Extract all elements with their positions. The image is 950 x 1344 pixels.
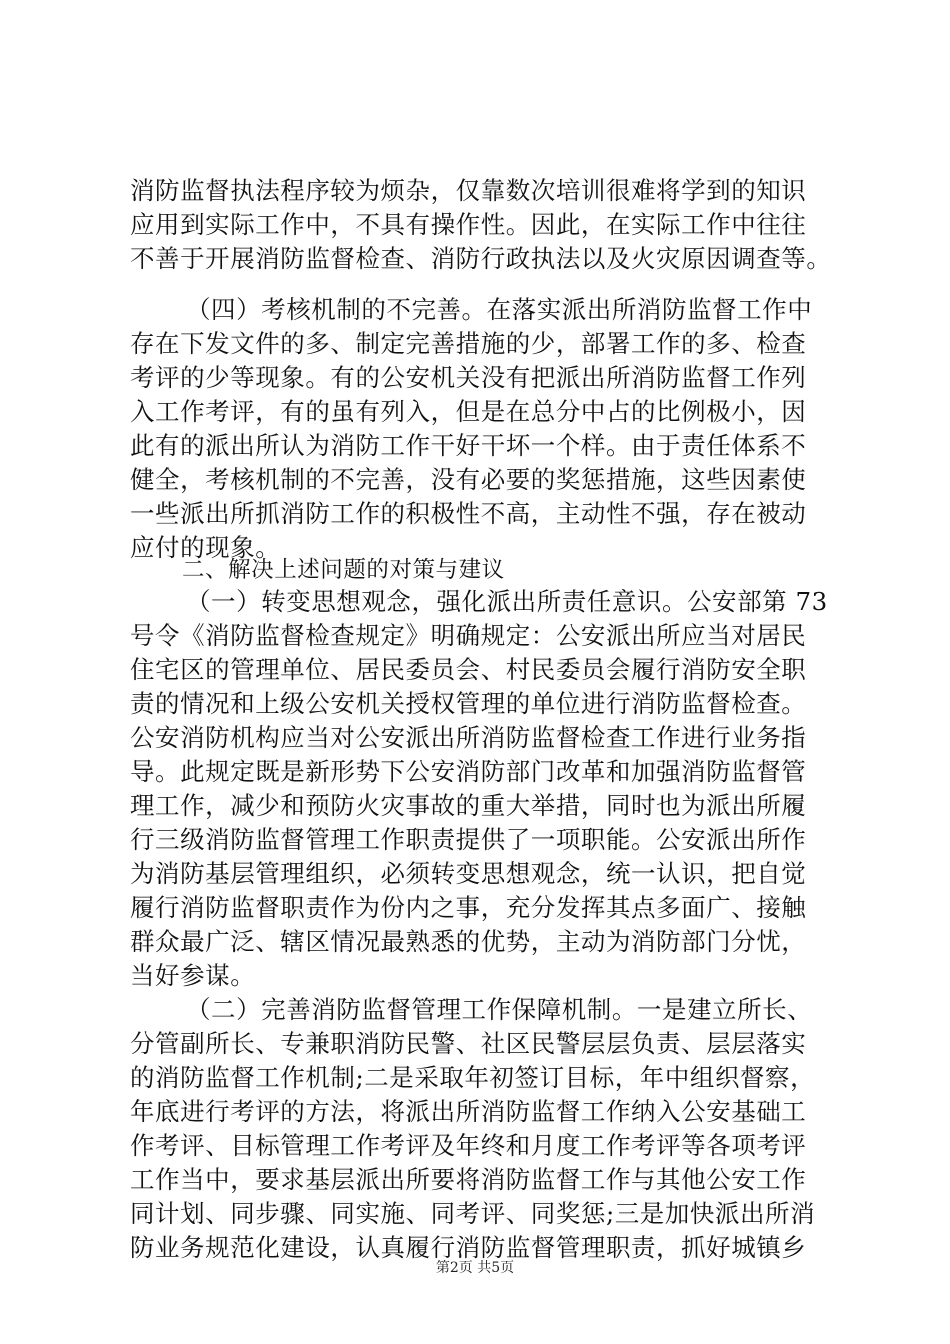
text-line: 入工作考评，有的虽有列入，但是在总分中占的比例极小，因 bbox=[130, 397, 807, 426]
text-line: 此有的派出所认为消防工作干好干坏一个样。由于责任体系不 bbox=[130, 431, 807, 460]
text-line: 不善于开展消防监督检查、消防行政执法以及火灾原因调查等。 bbox=[130, 244, 832, 273]
text-line: 群众最广泛、辖区情况最熟悉的优势，主动为消防部门分忧， bbox=[130, 927, 807, 956]
paragraph-start-line: （二）完善消防监督管理工作保障机制。一是建立所长、 bbox=[186, 995, 813, 1024]
paragraph-start-line: （一）转变思想观念，强化派出所责任意识。公安部第 73 bbox=[186, 587, 828, 616]
text-line: 号令《消防监督检查规定》明确规定：公安派出所应当对居民 bbox=[130, 621, 807, 650]
text-line: 消防监督执法程序较为烦杂，仅靠数次培训很难将学到的知识 bbox=[130, 176, 807, 205]
text-line: 考评的少等现象。有的公安机关没有把派出所消防监督工作列 bbox=[130, 363, 807, 392]
text-line: 的消防监督工作机制;二是采取年初签订目标，年中组织督察， bbox=[130, 1063, 816, 1092]
text-line: 行三级消防监督管理工作职责提供了一项职能。公安派出所作 bbox=[130, 825, 807, 854]
text-line: 住宅区的管理单位、居民委员会、村民委员会履行消防安全职 bbox=[130, 655, 807, 684]
section-heading: 二、解决上述问题的对策与建议 bbox=[182, 557, 505, 583]
paragraph-start-line: （四）考核机制的不完善。在落实派出所消防监督工作中 bbox=[186, 295, 813, 324]
text-line: 应付的现象。 bbox=[130, 533, 281, 562]
text-line: 年底进行考评的方法，将派出所消防监督工作纳入公安基础工 bbox=[130, 1097, 807, 1126]
text-line: 健全，考核机制的不完善，没有必要的奖惩措施，这些因素使 bbox=[130, 465, 807, 494]
text-line: 工作当中，要求基层派出所要将消防监督工作与其他公安工作 bbox=[130, 1165, 807, 1194]
text-line: 同计划、同步骤、同实施、同考评、同奖惩;三是加快派出所消 bbox=[130, 1199, 816, 1228]
text-line: 理工作，减少和预防火灾事故的重大举措，同时也为派出所履 bbox=[130, 791, 807, 820]
text-line: 存在下发文件的多、制定完善措施的少，部署工作的多、检查 bbox=[130, 329, 807, 358]
text-line: 作考评、目标管理工作考评及年终和月度工作考评等各项考评 bbox=[130, 1131, 807, 1160]
text-line: 当好参谋。 bbox=[130, 961, 256, 990]
text-line: 防业务规范化建设，认真履行消防监督管理职责，抓好城镇乡 bbox=[130, 1233, 807, 1262]
page-number-footer: 第2页 共5页 bbox=[435, 1260, 515, 1276]
text-line: 一些派出所抓消防工作的积极性不高，主动性不强，存在被动 bbox=[130, 499, 807, 528]
text-line: 分管副所长、专兼职消防民警、社区民警层层负责、层层落实 bbox=[130, 1029, 807, 1058]
text-line: 导。此规定既是新形势下公安消防部门改革和加强消防监督管 bbox=[130, 757, 807, 786]
text-line: 公安消防机构应当对公安派出所消防监督检查工作进行业务指 bbox=[130, 723, 807, 752]
text-line: 应用到实际工作中，不具有操作性。因此，在实际工作中往往 bbox=[130, 210, 807, 239]
text-line: 为消防基层管理组织，必须转变思想观念，统一认识，把自觉 bbox=[130, 859, 807, 888]
text-line: 责的情况和上级公安机关授权管理的单位进行消防监督检查。 bbox=[130, 689, 807, 718]
text-line: 履行消防监督职责作为份内之事，充分发挥其点多面广、接触 bbox=[130, 893, 807, 922]
